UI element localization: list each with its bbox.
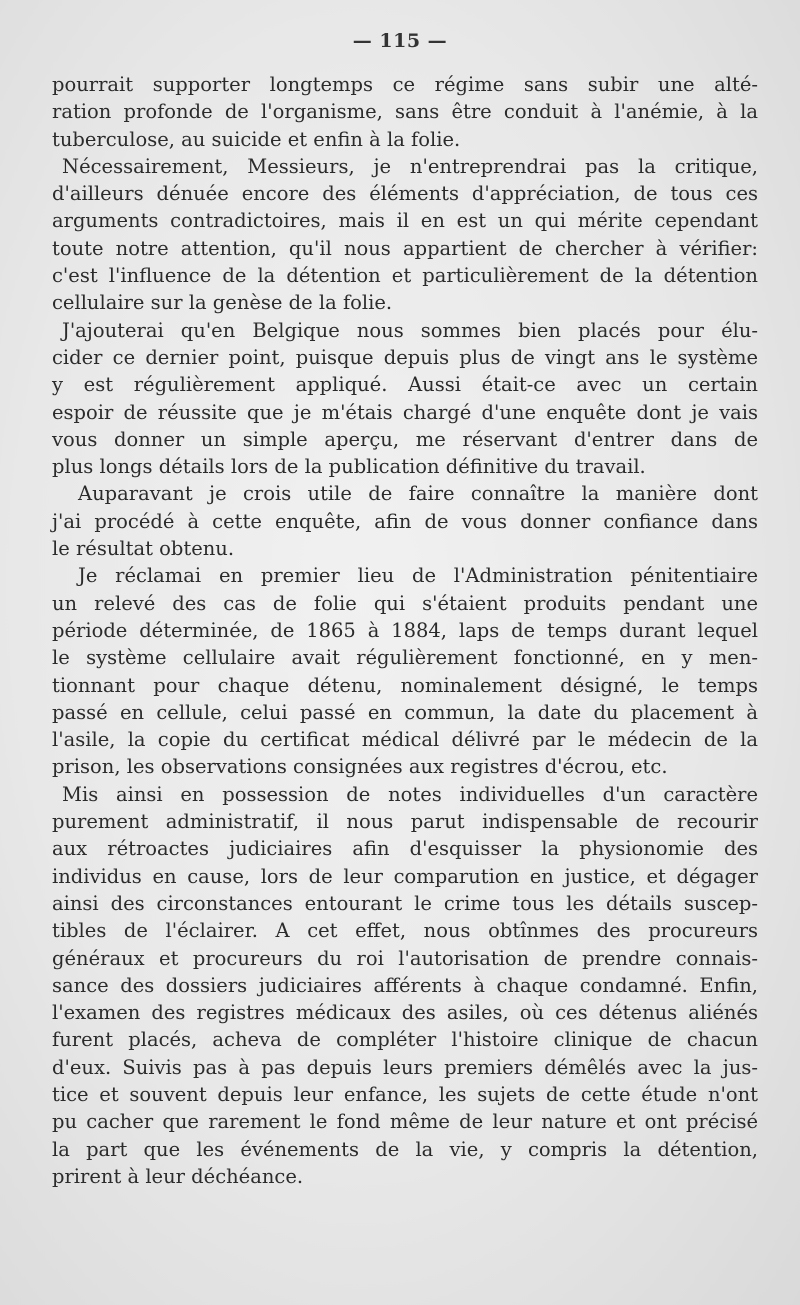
paragraph xyxy=(52,317,758,481)
text-line: tibles de l'éclairer. A cet effet, nous obtînmes des procureurs xyxy=(52,919,758,943)
text-line: Auparavant je crois utile de faire connaître la manière dont xyxy=(78,482,758,506)
text-line: passé en cellule, celui passé en commun, la date du placement à xyxy=(52,700,758,724)
text-line: J'ajouterai qu'en Belgique nous sommes bien placés pour élu- xyxy=(62,318,758,342)
text-line: cider ce dernier point, puisque depuis plus de vingt ans le système xyxy=(52,345,758,369)
text-line: espoir de réussite que je m'étais chargé d'une enquête dont je vais xyxy=(52,400,758,424)
paragraph xyxy=(52,153,758,317)
text-line: individus en cause, lors de leur comparution en justice, et dégager xyxy=(52,864,758,888)
text-line: j'ai procédé à cette enquête, afin de vous donner confiance dans xyxy=(52,509,758,533)
text-line: le système cellulaire avait régulièrement fonctionné, en y men- xyxy=(52,646,758,670)
text-line: tionnant pour chaque détenu, nominalement désigné, le temps xyxy=(52,673,758,697)
text-line: furent placés, acheva de compléter l'histoire clinique de chacun xyxy=(52,1028,758,1052)
text-line: Je réclamai en premier lieu de l'Administration pénitentiaire xyxy=(78,564,758,588)
text-line: l'asile, la copie du certificat médical délivré par le médecin de la xyxy=(52,728,758,752)
paragraph xyxy=(52,562,758,780)
text-line: arguments contradictoires, mais il en est un qui mérite cependant xyxy=(52,209,758,233)
paragraph xyxy=(52,781,758,1190)
text-line: période déterminée, de 1865 à 1884, laps de temps durant lequel xyxy=(52,618,758,642)
text-line: d'eux. Suivis pas à pas depuis leurs premiers démêlés avec la jus- xyxy=(52,1055,758,1079)
text-line: prison, les observations consignées aux registres d'écrou, etc. xyxy=(52,755,668,779)
text-line: cellulaire sur la genèse de la folie. xyxy=(52,291,393,315)
text-line: le résultat obtenu. xyxy=(52,537,235,561)
paragraph xyxy=(52,71,758,153)
text-line: la part que les événements de la vie, y compris la détention, xyxy=(52,1137,758,1161)
text-line: un relevé des cas de folie qui s'étaient produits pendant une xyxy=(52,591,758,615)
text-line: pourrait supporter longtemps ce régime sans subir une alté- xyxy=(52,73,758,96)
text-line: toute notre attention, qu'il nous appartient de chercher à vérifier: xyxy=(52,236,758,260)
text-line: tice et souvent depuis leur enfance, les sujets de cette étude n'ont xyxy=(52,1082,758,1106)
text-line: d'ailleurs dénuée encore des éléments d'appréciation, de tous ces xyxy=(52,182,758,206)
body-text xyxy=(52,71,758,1190)
text-line: plus longs détails lors de la publication définitive du travail. xyxy=(52,455,646,479)
text-line: prirent à leur déchéance. xyxy=(52,1164,304,1188)
text-line: tuberculose, au suicide et enfin à la folie. xyxy=(52,127,461,151)
text-line: Nécessairement, Messieurs, je n'entreprendrai pas la critique, xyxy=(62,154,758,178)
text-line: l'examen des registres médicaux des asiles, où ces détenus aliénés xyxy=(52,1001,758,1025)
page-number: — 115 — xyxy=(352,30,448,52)
text-line: pu cacher que rarement le fond même de leur nature et ont précisé xyxy=(52,1110,758,1134)
text-line: sance des dossiers judiciaires afférents à chaque condamné. Enfin, xyxy=(52,973,758,997)
text-line: ration profonde de l'organisme, sans être conduit à l'anémie, à la xyxy=(52,100,758,124)
text-line: purement administratif, il nous parut indispensable de recourir xyxy=(52,810,758,834)
text-line: y est régulièrement appliqué. Aussi était-ce avec un certain xyxy=(52,373,758,397)
text-line: généraux et procureurs du roi l'autorisation de prendre connais- xyxy=(52,946,758,970)
text-line: vous donner un simple aperçu, me réservant d'entrer dans de xyxy=(52,427,758,451)
text-line: aux rétroactes judiciaires afin d'esquisser la physionomie des xyxy=(52,837,758,861)
text-line: Mis ainsi en possession de notes individuelles d'un caractère xyxy=(62,782,758,806)
text-line: ainsi des circonstances entourant le crime tous les détails suscep- xyxy=(52,891,758,915)
text-line: c'est l'influence de la détention et particulièrement de la détention xyxy=(52,264,758,288)
paragraph xyxy=(52,480,758,562)
